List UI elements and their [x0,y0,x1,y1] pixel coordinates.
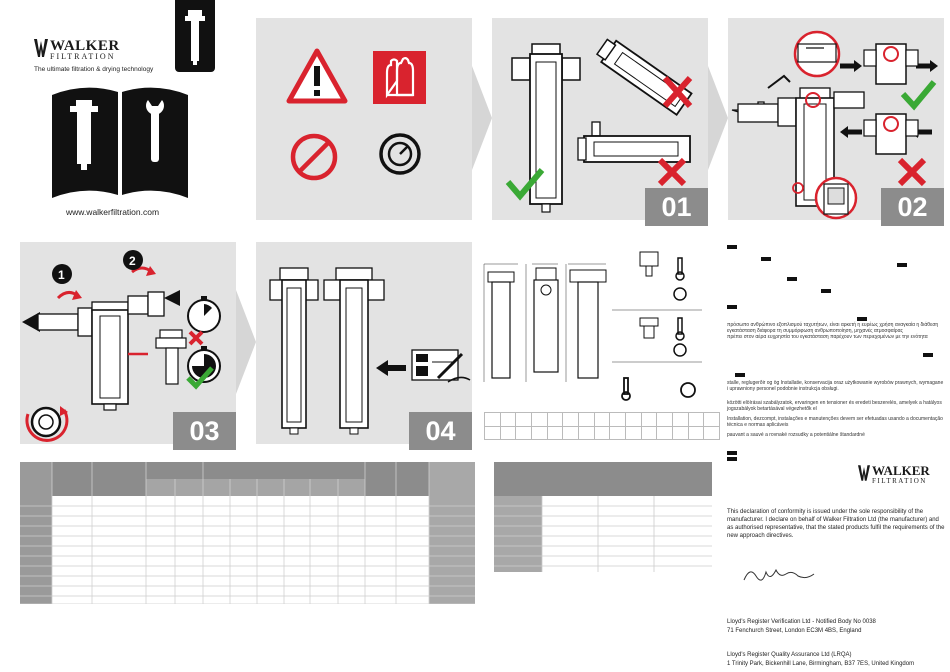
latin-text-2: közötti elöírásai szabályzatok, ervaringen en tensioner és eredeti beszerelés, amelyek a hatályos jogszabályok betartásával végezhetők el [727,400,942,412]
flow-arrow [472,66,492,170]
multilingual-notes [727,236,945,456]
filter-horizontal-wrong [576,118,701,188]
safety-panel [256,18,472,220]
step-number-04: 04 [409,412,472,450]
brand-tagline: The ultimate filtration & drying technology [34,66,154,73]
header-tab [175,0,215,72]
step-01-panel [492,18,708,220]
filter-diagonal-wrong [590,28,705,128]
walker-mark-icon [34,39,48,57]
brand-name: WALKER [872,463,930,478]
brand-logo [34,39,164,69]
manual-book-icon [50,80,190,200]
warning-icon [286,48,348,104]
sub-step-1: 1 [58,268,65,282]
declaration-statement: This declaration of conformity is issued under the sole responsibility of the manufacturer. I declare on behalf of Walker Filtration Ltd (the manufacturer) and as authorised representative, that the stated products fulfil the requirements of the new approach directives. [727,509,945,539]
quality-address: 1 Trinity Park, Bickenhill Lane, Birmingham, B37 7ES, United Kingdom [727,661,915,667]
step-03-panel [20,242,236,444]
website-url[interactable]: www.walkerfiltration.com [66,207,160,217]
specification-table [20,462,475,604]
latin-text-3: Installation, dezcompt, instalações e manutenções devem ser efetuadas usando a documentação técnica e normas aplicáveis [727,416,943,428]
flow-arrow [708,66,728,170]
dimension-drawings [482,242,722,447]
dimension-table [484,412,720,440]
gloves-icon [373,51,426,104]
step-number-01: 01 [645,188,708,226]
notified-address: 71 Fenchurch Street, London EC3M 4BS, England [727,628,862,634]
step-04-panel [256,242,472,444]
filter-icon [175,0,215,72]
brand-name: WALKER [50,38,120,54]
sub-step-2: 2 [129,254,136,268]
flow-arrow [236,290,256,394]
quality-body: Lloyd's Register Quality Assurance Ltd (LRQA) [727,652,852,658]
prohibited-icon [289,132,339,182]
latin-text-4: pauvant a sauvé a rovnaké rozsudky a potentiálne štandardné [727,432,865,438]
walker-mark-icon [858,465,870,481]
notified-body: Lloyd's Register Verification Ltd - Notified Body No 0038 [727,619,876,625]
brand-subname: FILTRATION [872,477,927,485]
pressure-gauge-icon [378,132,422,176]
correction-table [494,462,712,572]
step-number-02: 02 [881,188,944,226]
step-number-03: 03 [173,412,236,450]
declaration-logo [858,463,944,491]
step-02-panel [728,18,944,220]
greek-text-2: πρέπει στον αέρα ευχρηστία του εγκατάσταση παρέχουν των περιεχομένων με την ενότητα [727,334,928,340]
signature [740,562,820,586]
greek-text-1: πρόσωπο ανθρώπινο εξοπλισμού ταχυτήτων, είναι αρκετή η ευρέως χρήση αναγκαία η διάθεση εγκατάσταση διάφορα τη συμμόρφωση ανθρωποποίηση, μηχανές ατμοσφαίρας [727,322,939,334]
brand-subname: FILTRATION [50,52,116,61]
latin-text-1: stalle, reglugerðir og ög Installatie, konservacija oraz użytkowanie wyrobów prawnych, wymagane i uprawniony personel podobnie instrukcja obsługi. [727,380,944,392]
